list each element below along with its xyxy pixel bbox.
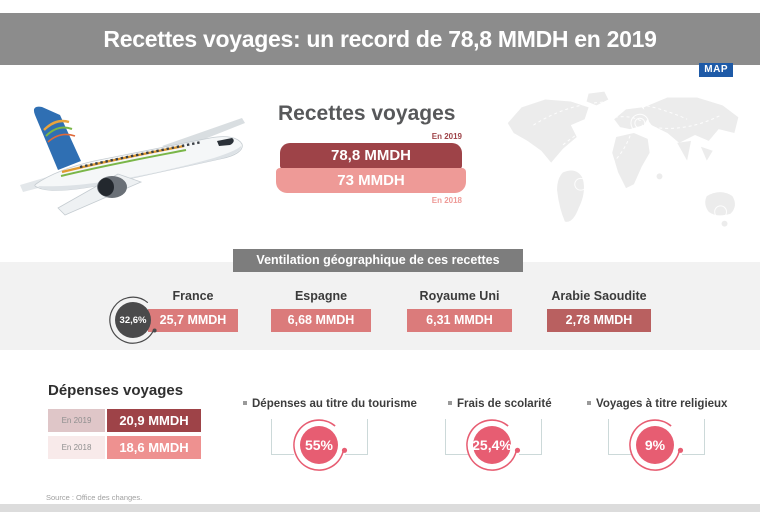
- bottom-strip: [0, 504, 760, 512]
- depenses-year-2018: En 2018: [48, 436, 105, 459]
- recettes-2018-bar: 73 MMDH: [276, 168, 466, 193]
- religieux-percentage-value: 9%: [644, 437, 666, 453]
- breakdown-label-text: Voyages à titre religieux: [596, 398, 728, 410]
- breakdown-label-religieux: [587, 398, 727, 410]
- recettes-voyages-block: [276, 102, 466, 205]
- country-value-france: 25,7 MMDH: [148, 309, 238, 332]
- recettes-2019-bar: 78,8 MMDH: [280, 143, 462, 169]
- country-value-royaume-uni: 6,31 MMDH: [407, 309, 512, 332]
- religieux-percentage-badge: [623, 413, 687, 477]
- country-value-espagne: 6,68 MMDH: [271, 309, 371, 332]
- page-title: Recettes voyages: un record de 78,8 MMDH en 2019: [103, 25, 657, 52]
- depenses-value-2018: 18,6 MMDH: [107, 436, 201, 459]
- bullet-icon: [243, 401, 247, 405]
- source-note: Source : Office des changes.: [46, 493, 143, 502]
- tourisme-percentage-badge: [287, 413, 351, 477]
- depenses-title: Dépenses voyages: [48, 382, 184, 399]
- year-2019-label: En 2019: [431, 132, 462, 141]
- header-bar: [0, 13, 760, 65]
- breakdown-label-scolarite: [448, 398, 552, 410]
- breakdown-label-text: Dépenses au titre du tourisme: [252, 398, 417, 410]
- depenses-year-2019: En 2019: [48, 409, 105, 432]
- year-2018-label: En 2018: [431, 196, 462, 205]
- france-share-value: 32,6%: [119, 314, 147, 326]
- country-label-espagne: Espagne: [294, 289, 348, 303]
- breakdown-label-text: Frais de scolarité: [457, 398, 552, 410]
- world-map-icon: [494, 84, 760, 250]
- bullet-icon: [587, 401, 591, 405]
- scolarite-percentage-value: 25,4%: [472, 437, 512, 453]
- depenses-value-2019: 20,9 MMDH: [107, 409, 201, 432]
- world-map-graphic: [494, 84, 760, 250]
- tourisme-percentage-value: 55%: [304, 437, 334, 453]
- country-label-france: France: [172, 289, 214, 303]
- bullet-icon: [448, 401, 452, 405]
- airplane-illustration: [14, 88, 254, 228]
- scolarite-percentage-badge: [460, 413, 524, 477]
- breakdown-label-tourisme: [243, 398, 417, 410]
- map-agency-logo: MAP: [699, 63, 733, 77]
- country-label-royaume-uni: Royaume Uni: [419, 289, 500, 303]
- recettes-title: Recettes voyages: [278, 102, 456, 125]
- france-share-badge: [106, 293, 160, 347]
- country-value-arabie-saoudite: 2,78 MMDH: [547, 309, 651, 332]
- airplane-icon: [14, 88, 254, 228]
- ventilation-title: Ventilation géographique de ces recettes: [233, 249, 523, 272]
- country-label-arabie-saoudite: Arabie Saoudite: [551, 289, 647, 303]
